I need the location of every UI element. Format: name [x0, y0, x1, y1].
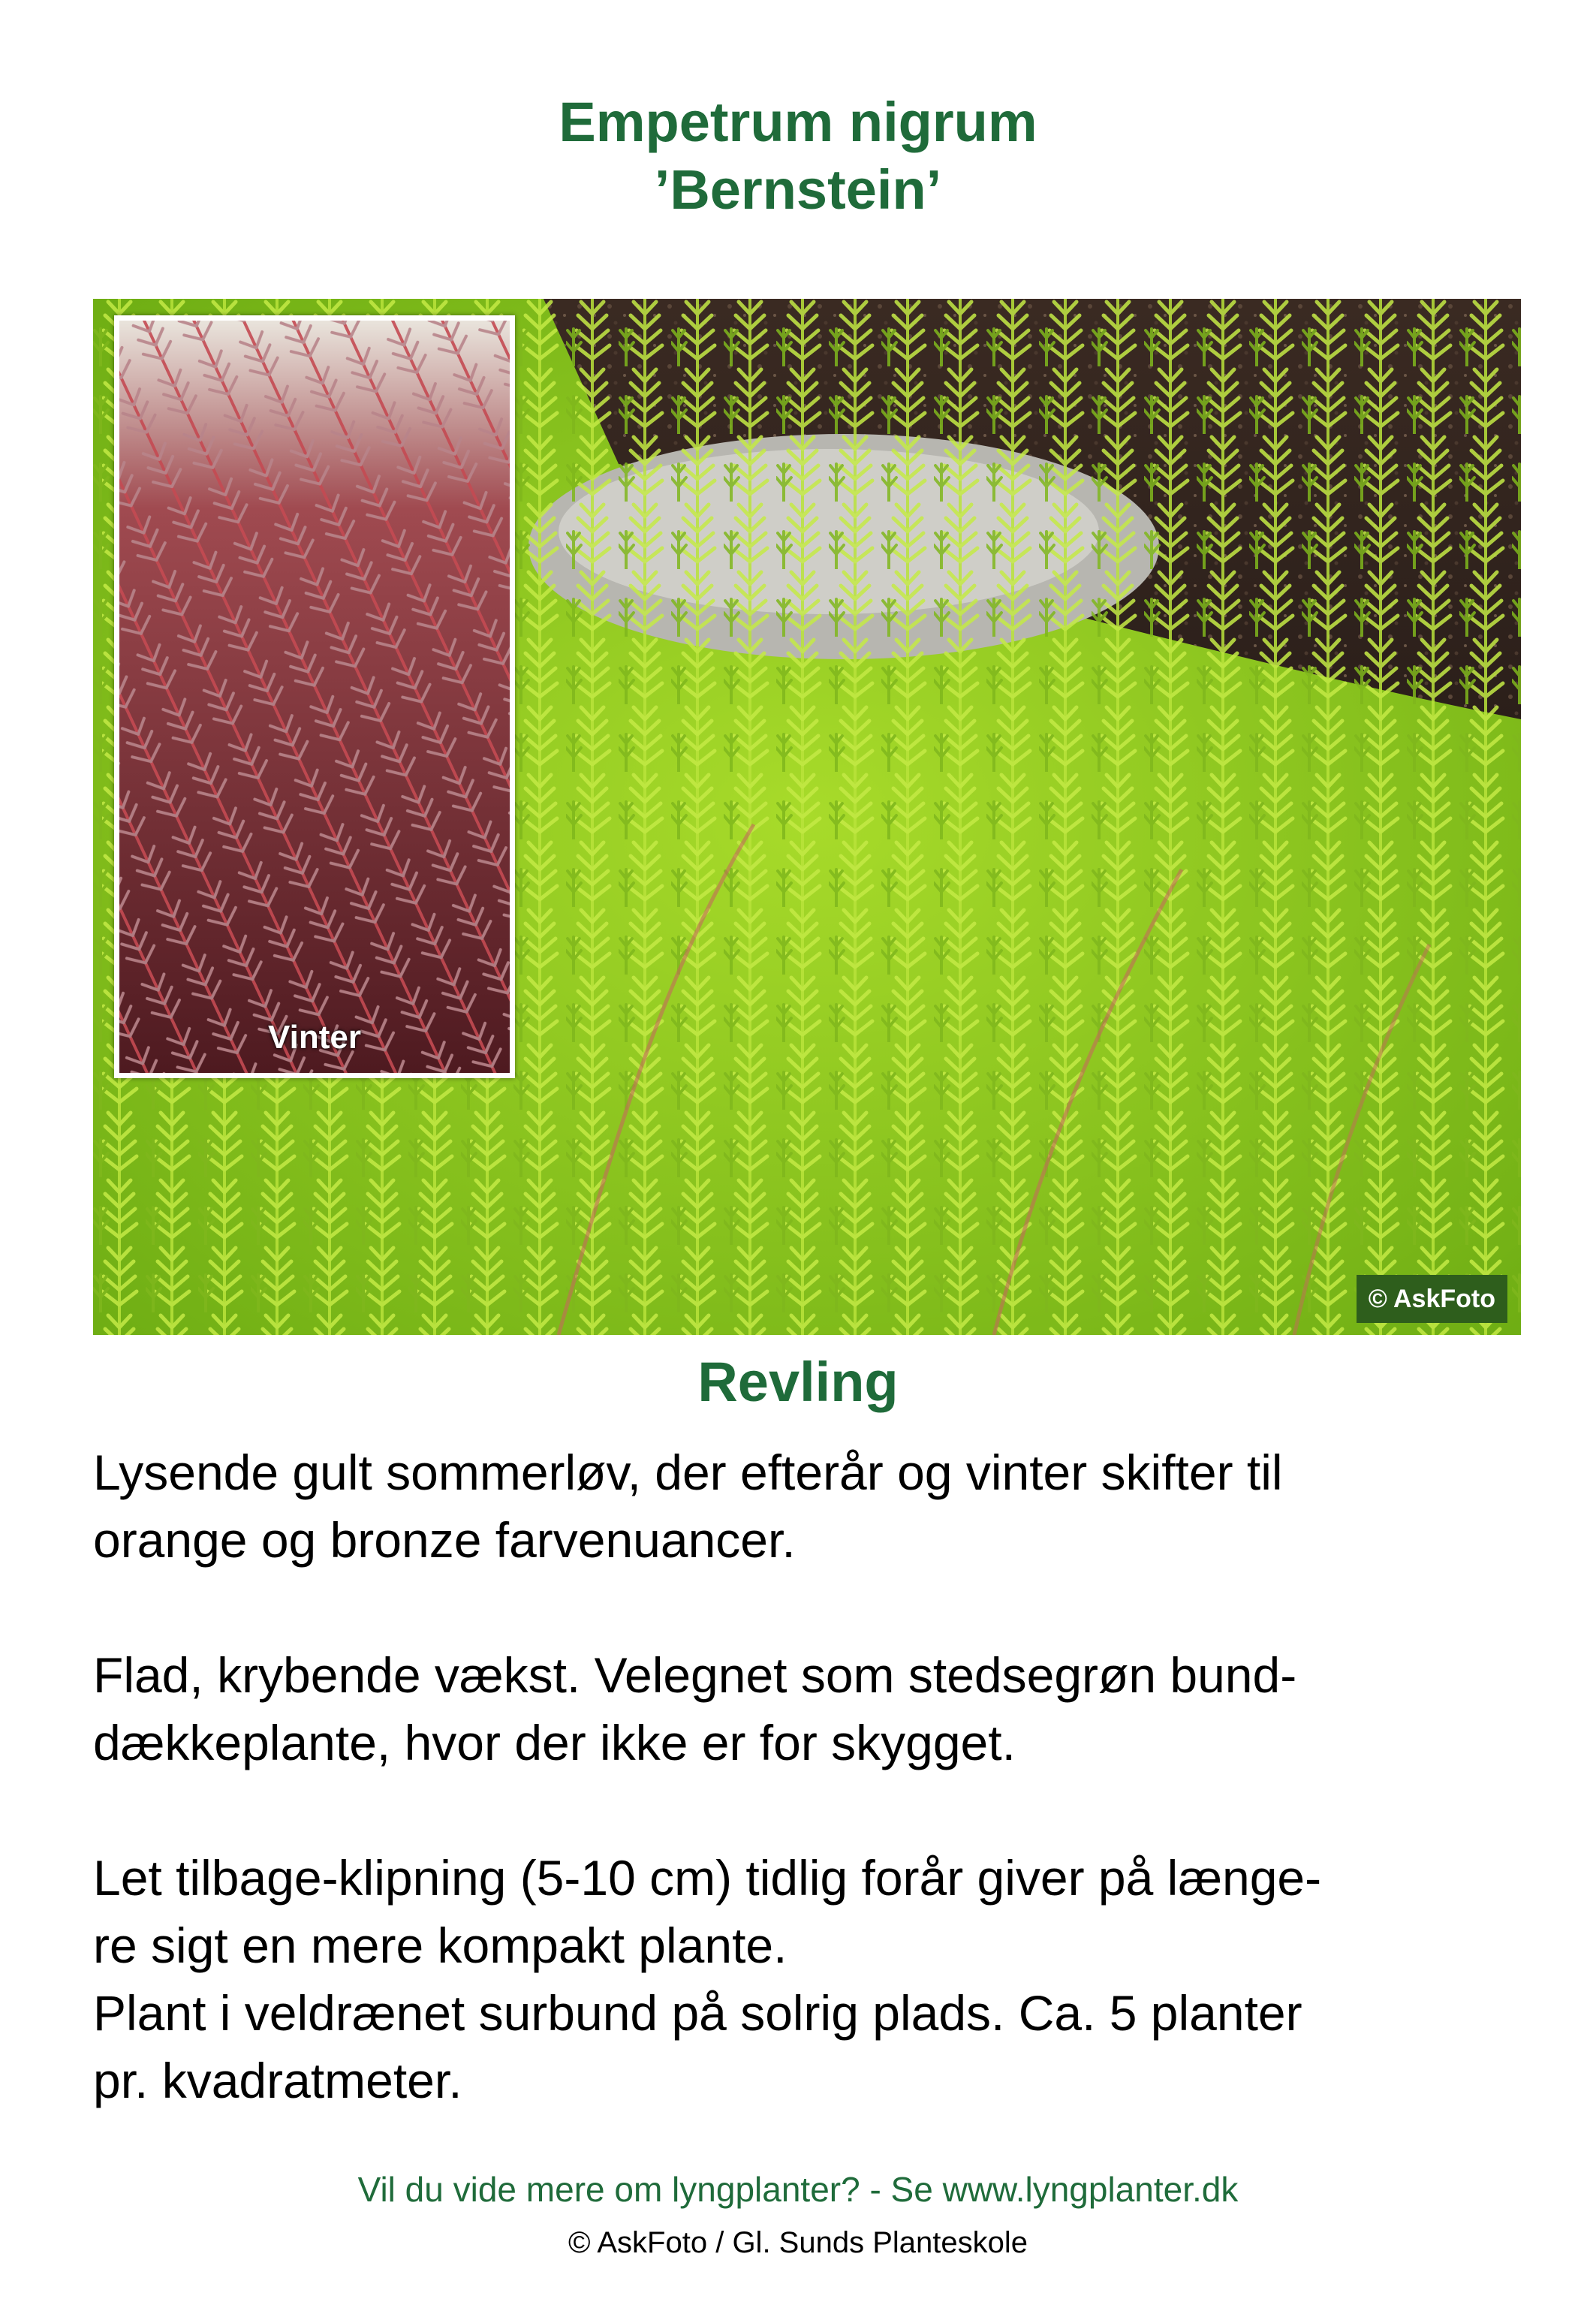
winter-inset	[114, 315, 515, 1078]
plant-latin-name: Empetrum nigrum	[559, 91, 1037, 153]
text-line: Plant i veldrænet surbund på solrig plads. Ca. 5 planter	[93, 1985, 1302, 2041]
photo-credit-badge: © AskFoto	[1357, 1275, 1507, 1323]
text-line: Lysende gult sommerløv, der efterår og vinter skifter til	[93, 1445, 1283, 1500]
text-line: pr. kvadratmeter.	[93, 2053, 462, 2108]
description-paragraph-2	[93, 1641, 1519, 1776]
text-line: re sigt en mere kompakt plante.	[93, 1918, 787, 1973]
winter-foliage-image	[119, 321, 510, 1073]
text-line: Let tilbage-klipning (5-10 cm) tidlig forår giver på længe-	[93, 1850, 1322, 1906]
footer-copyright: © AskFoto / Gl. Sunds Planteskole	[568, 2226, 1028, 2259]
common-name-heading: Revling	[697, 1351, 899, 1413]
description-paragraph-1	[93, 1439, 1519, 1574]
footer-website-link[interactable]: Vil du vide mere om lyngplanter? - Se www.lyngplanter.dk	[357, 2170, 1239, 2209]
plant-cultivar-name: ’Bernstein’	[654, 158, 942, 221]
description-paragraph-3	[93, 1844, 1519, 2114]
inset-label: Vinter	[268, 1019, 361, 1056]
plant-photo	[93, 299, 1521, 1335]
text-line: dækkeplante, hvor der ikke er for skygget.	[93, 1715, 1016, 1770]
text-line: orange og bronze farvenuancer.	[93, 1512, 796, 1568]
text-line: Flad, krybende vækst. Velegnet som stedsegrøn bund-	[93, 1647, 1297, 1703]
